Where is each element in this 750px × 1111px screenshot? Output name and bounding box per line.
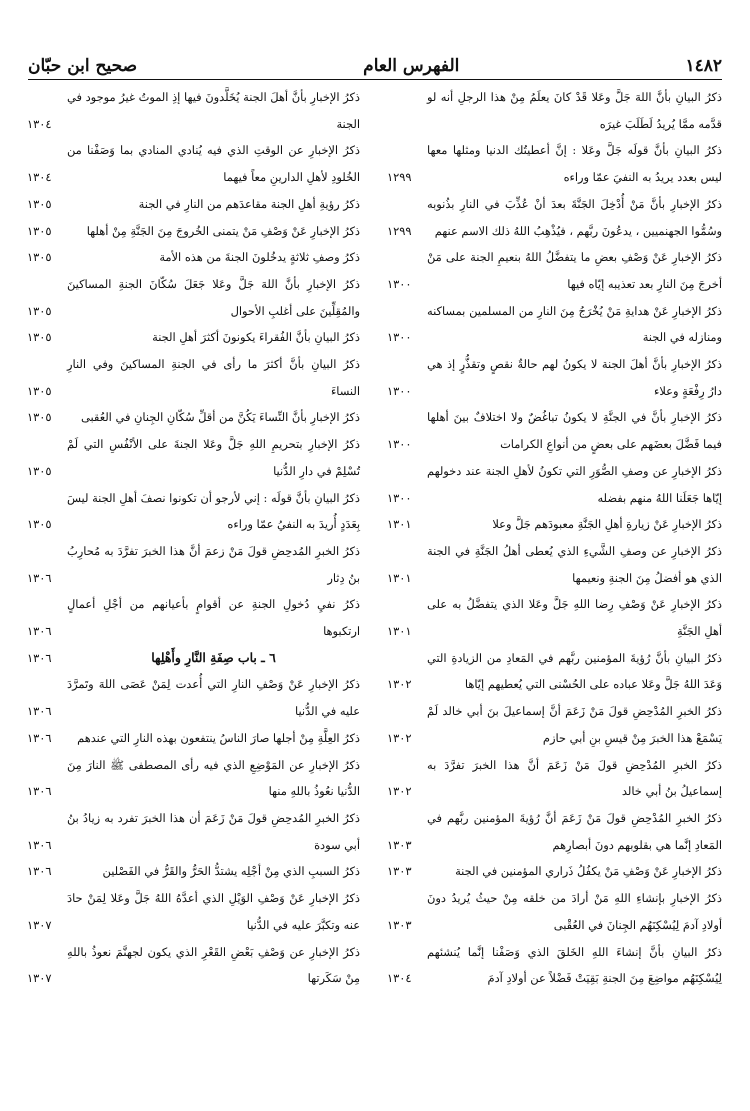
entry-page-number: ١٣٠٦ [27,650,52,665]
entry-text: ذكرُ الإخبارِ بتحريمِ اللهِ جَلَّ وعَلا الجنةَ على الأنْفُسِ التي لَمْ تُسْلِمْ في دارِ الدُّنيا [67,437,360,478]
entry-text: ذكرُ الخبرِ المُدحِضِ قولَ مَنْ زعمَ أنَّ هذا الخبرَ تفرَّدَ به مُحارِبُ بنُ دِثار [67,543,360,585]
index-entry [27,671,360,724]
entry-page-number: ١٣٠٢ [387,677,412,692]
entry-page-number: ١٣٠٥ [27,410,52,425]
entry-text: ذكرُ الإخبارِ بأنَّ أهلَ الجنة يُخَلَّدونَ فيها إذِ الموتُ غيرُ موجود في الجنة [67,90,360,131]
entry-page-number: ١٣٠٦ [27,570,52,585]
entry-text: ذكرُ الإخبارِ عن المَوْضِعِ الذي فيه رأى المصطفى ﷺ النارَ مِنَ الدُّنيا نعُوذُ باللهِ منها [67,757,360,799]
entry-text: ذكرُ الخبرِ المُدْحِضِ قولَ مَنْ زَعَمَ أنَّ إسماعيلَ بنَ أبي خالد لَمْ يَسْمَعْ هذا الخبرَ مِنْ قيسِ بنِ أبي حازم [427,704,722,745]
entry-text: ذكرُ البيانِ بأنَّ قولَه : إني لأرجو أن تكونوا نصفَ أهلِ الجنة ليسَ بِعَدَدٍ أُريدَ به النفيُ عمّا وراءه [67,490,360,532]
entry-page-number: ١٣٠٤ [27,116,52,131]
entry-page-number: ١٣٠٥ [27,330,52,345]
entry-text: ذكرُ البيانِ بأنَّ أكثرَ ما رأى في الجنةِ المساكينَ وفي النارِ النساءَ [67,357,360,398]
entry-text: ذكرُ الإخبارِ بأنَّ مَنْ أُدْخِلَ الجَنَّةَ بعدَ أنْ عُذِّبَ في النارِ بذُنوبه وسُمُّوا الجهنميين ، يدعُونَ ربَّهم ، فيُذْهِبُ اللهُ ذلك الاسم عنهم [427,196,722,238]
index-entry [387,511,722,538]
index-entry [387,458,722,511]
entry-page-number: ١٣٠٠ [387,383,412,398]
entry-text: ذكرُ الإخبارِ بأنَّ النِّساءَ يَكُنَّ من أقلِّ سُكّانِ الجِنانِ في العُقبى [81,410,360,425]
entry-text: ٦ ـ باب صِفَةِ النَّارِ وأَهْلِها [151,649,276,665]
index-entry [387,538,722,591]
entry-text: ذكرُ الإخبارِ عن وصفِ الشَّيءِ الذي يُعطى أهلُ الجَنَّةِ في الجنة الذي هو أفضلُ مِنَ الجنةِ ونعيمها [427,543,722,585]
entry-page-number: ١٣٠٥ [27,303,52,318]
entry-page-number: ١٣٠٤ [27,170,52,185]
index-entry [27,351,360,404]
entry-page-number: ١٢٩٩ [387,223,412,238]
entry-page-number: ١٣٠٠ [387,490,412,505]
index-entry [27,805,360,858]
index-entry [27,191,360,218]
index-entry [387,698,722,751]
index-entry [387,404,722,457]
entry-page-number: ١٣٠٦ [27,837,52,852]
entry-page-number: ١٣٠٤ [387,971,412,986]
entry-text: ذكرُ الإخبارِ عَنْ وَصْفِ مَنْ يتمنى الخُروجَ مِنَ الجَنَّةِ مِنْ أهلها [86,223,360,238]
index-entry [27,271,360,324]
entry-page-number: ١٣٠٢ [387,784,412,799]
entry-page-number: ١٣٠٣ [387,917,412,932]
entry-text: ذكرُ البيانِ بأنَّ الفُقراءَ يكونونَ أكثرَ أهلِ الجنة [152,330,360,345]
entry-page-number: ١٣٠٦ [27,704,52,719]
index-entry [387,351,722,404]
index-entry [387,137,722,190]
entry-page-number: ١٣٠٦ [27,730,52,745]
entry-page-number: ١٣٠٥ [27,383,52,398]
index-entry [27,324,360,351]
entry-text: ذكرُ الإخبارِ عَنْ وَصْفِ الوَيْلِ الذي أعدَّهُ اللهُ جَلَّ وعَلا لِمَنْ حادَ عنه وتكبَّرَ عليه في الدُّنيا [67,891,360,932]
index-entry [27,137,360,190]
entry-page-number: ١٣٠٦ [27,784,52,799]
entry-page-number: ١٣٠٦ [27,624,52,639]
entry-page-number: ١٣٠٥ [27,463,52,478]
index-entry [387,858,722,885]
index-entry [27,591,360,644]
index-entry [387,591,722,644]
entry-text: ذكرُ الإخبارِ عن وَصْفِ بَعْضِ القَعْرِ الذي يكون لجهنَّمَ نعوذُ باللهِ مِنْ سَكَرتها [67,944,360,986]
entry-text: ذكرُ رؤيةِ أهلِ الجنة مقاعدَهم من النارِ في الجنة [138,196,360,211]
entry-text: ذكرُ البيانِ بأنَّ رُؤيةَ المؤمنين ربَّهم في المَعادِ من الزيادةِ التي وَعَدَ اللهُ جَلَّ وعَلا عباده على الحُسْنى التي يُعطيهم إيّاها [427,650,722,692]
entry-text: ذكرُ الإخبارِ عَنْ زيارةِ أهلِ الجَنَّةِ معبودَهم جَلَّ وعلا [492,517,722,532]
index-entry [27,885,360,938]
entry-text: ذكرُ البيانِ بأنَّ إنشاءَ اللهِ الخَلقَ الذي وَصَفْنا إنَّما يُنشئهم لِيُسْكِنَهُم مواضِعَ مِنَ الجنةِ بَقِيَتْ فَضْلاً عن أولادِ آدمَ [427,944,722,986]
book-title: صحيح ابن حبّان [28,56,138,76]
index-entry [27,939,360,992]
entry-text: ذكرُ السببِ الذي مِنْ أجْلِه يشتدُّ الحَرُّ والقَرُّ في الفَصْلين [102,864,360,879]
entry-text: ذكرُ البيانِ بأنَّ اللهَ جَلَّ وعَلا قَدْ كانَ يعلَمُ مِنْ هذا الرجلِ أنه لو قدَّمه ممَّا يُريدُ لَطَلَبَ غيرَه [427,90,722,131]
index-entry [387,244,722,297]
index-entry [387,752,722,805]
entry-text: ذكرُ العِلَّةِ مِنْ أجلها صارَ الناسُ ينتفعون بهذه النارِ التي عندهم [77,730,360,745]
entry-page-number: ١٣٠٣ [387,837,412,852]
entry-page-number: ١٣٠١ [387,517,412,532]
index-entry [27,84,360,137]
page-header [28,44,722,76]
entry-text: ذكرُ البيانِ بأنَّ قولَه جَلَّ وعَلا : إنَّ أعطيتُك الدنيا ومثلها معها ليس بعدد يريدُ به النفيَ عمّا وراءه [427,143,722,185]
entry-text: ذكرُ الإخبارِ عَنْ وَصْفِ رِضا اللهِ جَلَّ وعَلا الذي يتفضَّلُ به على أهلِ الجَنَّةِ [427,597,722,639]
left-index-column [27,84,360,1094]
index-entry [387,84,722,137]
entry-text: ذكرُ الإخبارِ عَنْ وَصْفِ مَنْ يكفُلُ ذَراري المؤمنين في الجنة [455,864,722,879]
index-entry [387,298,722,351]
entry-text: ذكرُ الإخبارِ عن الوقتِ الذي فيه يُنادي المنادي بما وَصَفْنا من الخُلودِ لأهلِ الدارينِ معاً فيهما [67,143,360,185]
index-entry [387,939,722,992]
index-entry [387,805,722,858]
entry-text: ذكرُ الإخبارِ عن وصفِ الصُّوَرِ التي تكونُ لأهلِ الجنة عند دخولهم إيّاها جَعَلَنا اللهُ منهم بفضله [427,463,722,505]
entry-page-number: ١٢٩٩ [387,170,412,185]
entry-text: ذكرُ الخبرِ المُدحِضِ قولَ مَنْ زَعَمَ أن هذا الخبرَ تفرد به زيادُ بنُ أبي سودة [67,810,360,852]
entry-text: ذكرُ الإخبارِ عَنْ هدايةِ مَنْ يُخْرَجُ مِنَ النارِ من المسلمين بمساكنه ومنازله في الجنة [427,303,722,345]
entry-page-number: ١٣٠٣ [387,864,412,879]
entry-page-number: ١٣٠٧ [27,917,52,932]
entry-text: ذكرُ الخبرِ المُدْحِضِ قولَ مَنْ زَعَمَ أنَّ رُؤيةَ المؤمنين ربَّهم في المَعادِ إنَّما هي بقلوبهم دونَ أبصارِهم [427,810,722,852]
right-index-column [387,84,722,1094]
index-entry [387,645,722,698]
entry-page-number: ١٣٠٥ [27,223,52,238]
entry-page-number: ١٣٠٦ [27,864,52,879]
page-title: الفهرس العام [363,56,460,76]
index-entry [27,725,360,752]
index-entry [27,431,360,484]
entry-text: ذكرُ الخبرِ المُدْحِضِ قولَ مَنْ زَعَمَ أنَّ هذا الخبرَ تفرَّدَ به إسماعيلُ بنُ أبي خالد [427,757,722,799]
index-entry [27,538,360,591]
entry-text: ذكرُ الإخبارِ بأنَّ أهلَ الجنة لا يكونُ لهم حالةٌ نقصٍ وتقذُّرٍ إذ هي دارُ رِفْعَةٍ وعلاء [427,357,722,398]
page-number: ١٤٨٢ [685,56,722,76]
entry-page-number: ١٣٠٥ [27,250,52,265]
section-heading [27,645,360,672]
entry-page-number: ١٣٠٥ [27,517,52,532]
index-entry [27,752,360,805]
entry-text: ذكرُ وصفِ ثلاثةٍ يدخُلونَ الجنةَ من هذه الأمة [159,250,360,265]
entry-page-number: ١٣٠٠ [387,276,412,291]
index-entry [27,858,360,885]
entry-text: ذكرُ الإخبارِ بإنشاءِ اللهِ مَنْ أرادَ من خلقه مِنْ حيثُ يُريدُ دونَ أولادِ آدمَ لِيُسْكِنَهُم الجِنانَ في العُقْبى [427,891,722,932]
entry-text: ذكرُ الإخبارِ عَنْ وَصْفِ النارِ التي أُعدت لِمَنْ عَصَى اللهَ وتَمرَّدَ عليه في الدُّنيا [67,677,360,719]
index-entry [27,218,360,245]
entry-page-number: ١٣٠٠ [387,330,412,345]
index-entry [27,244,360,271]
entry-page-number: ١٣٠٢ [387,730,412,745]
entry-page-number: ١٣٠٠ [387,437,412,452]
entry-text: ذكرُ الإخبارِ عَنْ وَصْفِ بعضِ ما يتفضَّلُ اللهُ بنعيمِ الجنة على مَنْ أخرجَ مِنَ النارِ بعد تعذيبه إيّاه فيها [427,250,722,291]
entry-page-number: ١٣٠١ [387,570,412,585]
entry-page-number: ١٣٠٥ [27,196,52,211]
index-entry [387,885,722,938]
entry-text: ذكرُ الإخبارِ بأنَّ في الجنَّةِ لا يكونُ تباغُضٌ ولا اختلافٌ بينَ أهلها فيما فَضَّلَ بعضَهم على بعضٍ من أنواعِ الكرامات [427,410,722,452]
entry-text: ذكرُ الإخبارِ بأنَّ اللهَ جَلَّ وعَلا جَعَلَ سُكّانَ الجنةِ المساكينَ والمُقِلِّينَ على أغلبِ الأحوال [67,276,360,318]
index-entry [27,404,360,431]
entry-page-number: ١٣٠٧ [27,971,52,986]
entry-text: ذكرُ نفيِ دُخولِ الجنةِ عن أقوامٍ بأعيانهم من أجْلِ أعمالٍ ارتكبوها [67,597,360,639]
index-entry [27,485,360,538]
entry-page-number: ١٣٠١ [387,624,412,639]
header-rule [28,79,722,80]
index-entry [387,191,722,244]
